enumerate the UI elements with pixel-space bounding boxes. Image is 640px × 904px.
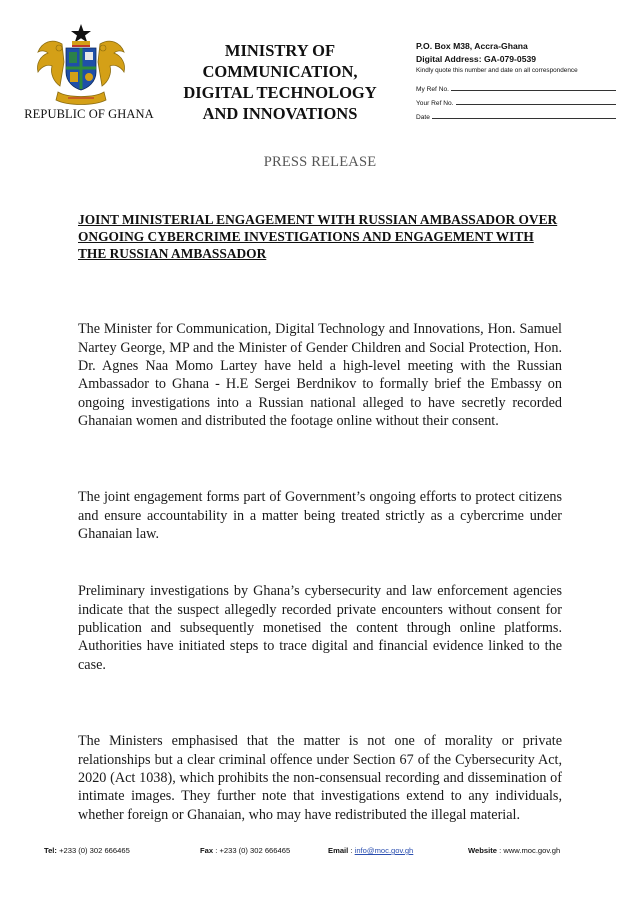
ministry-name-line: MINISTRY OF — [224, 41, 336, 60]
my-ref-line — [451, 90, 616, 91]
body-paragraph: The joint engagement forms part of Government’s ongoing efforts to protect citizens and ensure accountability in a matter being treated strictly as a cybercrime under Ghanaian law. — [78, 489, 562, 542]
ministry-name-line: DIGITAL TECHNOLOGY — [183, 83, 377, 102]
your-ref-label: Your Ref No. — [416, 100, 454, 107]
ghana-coat-of-arms-logo — [28, 22, 134, 108]
email-sep: : — [350, 846, 353, 855]
email-link[interactable]: info@moc.gov.gh — [354, 846, 414, 855]
my-ref-label: My Ref No. — [416, 86, 449, 93]
ministry-name — [180, 40, 380, 124]
headline — [78, 211, 562, 262]
ministry-name-line: AND INNOVATIONS — [202, 104, 358, 123]
footer-fax — [200, 846, 290, 855]
headline-line: JOINT MINISTERIAL ENGAGEMENT WITH RUSSIAN AMBASSADOR OVER — [78, 212, 558, 227]
date-row — [416, 107, 616, 121]
body-paragraph: Preliminary investigations by Ghana’s cybersecurity and law enforcement agencies indicate that the suspect allegedly recorded private encounters without consent for publication and subsequently monetised the content through online platforms. Authorities have initiated steps to trace digital and financial evidence linked to the case. — [78, 583, 562, 673]
footer-website — [468, 846, 560, 855]
headline-line: ONGOING CYBERCRIME INVESTIGATIONS AND ENGAGEMENT WITH — [78, 229, 534, 244]
ministry-name-line: COMMUNICATION, — [202, 62, 358, 81]
tel-label: Tel: — [44, 846, 57, 855]
po-box: P.O. Box M38, Accra-Ghana — [416, 41, 528, 51]
date-line — [432, 118, 616, 119]
headline-line: THE RUSSIAN AMBASSADOR — [78, 246, 267, 261]
fax-label: Fax — [200, 846, 214, 855]
press-release-label: PRESS RELEASE — [263, 154, 377, 170]
your-ref-line — [456, 104, 616, 105]
fax-value: : +233 (0) 302 666465 — [215, 846, 291, 855]
body-paragraph: The Ministers emphasised that the matter is not one of morality or private relationships but a clear criminal offence under Section 67 of the Cybersecurity Act, 2020 (Act 1038), which prohibits the non-consensual recording and dissemination of intimate images. They further note that investigations extend to any individuals, whether foreign or Ghanaian, who may have redistributed the illegal material. — [78, 733, 562, 823]
my-ref-row — [416, 79, 616, 93]
tel-value: +233 (0) 302 666465 — [59, 846, 130, 855]
body-paragraph: The Minister for Communication, Digital Technology and Innovations, Hon. Samuel Nartey George, MP and the Minister of Gender Children and Social Protection, Hon. Dr. Agnes Naa Momo Lartey have held a high-level meeting with the Russian Ambassador to Ghana - H.E Sergei Berdnikov to formally brief the Embassy on ongoing investigations into a Russian national alleged to have secretly recorded Ghanaian women and distributed the footage online without their consent. — [78, 321, 562, 430]
your-ref-row — [416, 93, 616, 107]
footer — [0, 846, 640, 860]
email-label: Email — [328, 846, 349, 855]
digital-address: Digital Address: GA-079-0539 — [416, 54, 537, 64]
republic-of-ghana-label: REPUBLIC OF GHANA — [24, 107, 154, 121]
contact-block — [416, 40, 616, 121]
date-label: Date — [416, 114, 430, 121]
footer-email — [328, 846, 413, 855]
footer-tel — [44, 846, 130, 855]
website-label: Website — [468, 846, 497, 855]
website-link[interactable]: : www.moc.gov.gh — [499, 846, 561, 855]
quote-note: Kindly quote this number and date on all correspondence — [416, 67, 578, 74]
